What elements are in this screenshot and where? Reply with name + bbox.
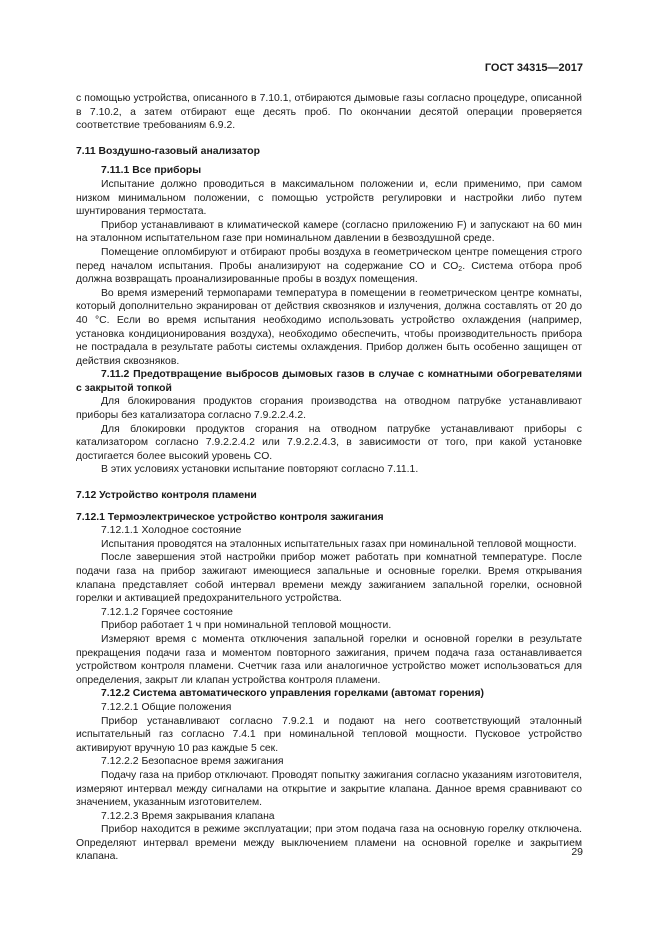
document-body <box>76 92 582 864</box>
subscript: 2 <box>458 265 463 273</box>
paragraph: Для блокирования продуктов сгорания производства на отводном патрубке устанавливают приборы без катализатора согласно 7.9.2.2.4.2. <box>76 396 582 422</box>
text-fragment: . Система отбора проб должна возвращать проанализированные пробы в воздух помещения. <box>76 260 582 286</box>
paragraph-intro: с помощью устройства, описанного в 7.10.1, отбираются дымовые газы согласно процедуре, описанной в 7.10.2, а затем отбирают еще десять проб. По окончании десятой операции проверяется соответствие требованиям 6.9.2. <box>76 93 582 132</box>
paragraph <box>76 246 582 287</box>
paragraph: Испытания проводятся на эталонных испытательных газах при номинальной тепловой мощности. <box>101 538 577 550</box>
paragraph: Испытание должно проводиться в максимальном положении и, если применимо, при самом низком минимальном положении, с помощью устройств регулировки и настройки либо путем шунтирования термостата. <box>76 178 582 218</box>
paragraph: Прибор работает 1 ч при номинальной тепловой мощности. <box>101 620 392 632</box>
section-heading-7-12: 7.12 Устройство контроля пламени <box>76 490 257 502</box>
paragraph: После завершения этой настройки прибор может работать при комнатной температуре. После подачи газа на прибор зажигают имеющиеся запальные и основные горелки. Время открывания клапана представляет собой интервал времени между зажиганием запальной горелки, основной горелки и активацией предохранительного устройства. <box>76 552 582 605</box>
paragraph: Прибор устанавливают согласно 7.9.2.1 и подают на него соответствующий эталонный испытательный газ согласно 7.4.1 при номинальной тепловой мощности. Пусковое устройство активируют вручную 10 раз каждые 5 сек. <box>76 715 582 754</box>
clause-heading-7-12-2-1: 7.12.2.1 Общие положения <box>101 701 232 713</box>
paragraph: Во время измерений термопарами температура в помещении в геометрическом центре комнаты, который дополнительно экранирован от действия сквозняков и излучения, должна составлять от 20 до 40 °С. Если во время испытания необходимо использовать устройство охлаждения (например, установка кондиционирования воздуха), необходимо обеспечить, чтобы производительность прибора не пострадала в результате работы системы охлаждения. Прибор должен быть особенно защищен от действия сквозняков. <box>76 287 582 367</box>
clause-heading-7-12-2-3: 7.12.2.3 Время закрывания клапана <box>101 810 275 822</box>
clause-heading-7-12-2-2: 7.12.2.2 Безопасное время зажигания <box>101 756 284 768</box>
paragraph: Измеряют время с момента отключения запальной горелки и основной горелки в результате прекращения подачи газа и моментом повторного зажигания, причем подача газа останавливается устройством контроля пламени. Счетчик газа или аналогичное устройство может использоваться для определения, закрыт ли клапан устройства контроля пламени. <box>76 633 582 686</box>
paragraph: Прибор устанавливают в климатической камере (согласно приложению F) и запускают на 60 мин на эталонном испытательном газе при номинальном давлении в безвоздушной среде. <box>76 219 582 245</box>
standard-header: ГОСТ 34315—2017 <box>484 62 583 74</box>
paragraph: Прибор находится в режиме эксплуатации; при этом подача газа на основную горелку отключена. Определяют интервал времени между выключением пламени на основной горелке и закрытием клапана. <box>76 824 582 863</box>
subsection-heading-7-11-2: 7.11.2 Предотвращение выбросов дымовых газов в случае с комнатными обогревателями с закрытой топкой <box>76 369 582 394</box>
clause-heading-7-12-1-2: 7.12.1.2 Горячее состояние <box>101 606 233 618</box>
subsection-heading-7-11-1: 7.11.1 Все приборы <box>101 165 202 177</box>
text-fragment: Помещение опломбируют и отбирают пробы воздуха в геометрическом центре помещения строго перед началом испытания. Пробы анализируют на содержание CO и CO <box>76 246 582 272</box>
paragraph: Подачу газа на прибор отключают. Проводят попытку зажигания согласно указаниям изготовителя, измеряют интервал между сигналами на открытие и закрытие клапана. Данное время сравнивают со значением, указанным изготовителем. <box>76 769 582 809</box>
clause-heading-7-12-1-1: 7.12.1.1 Холодное состояние <box>101 525 242 537</box>
subsection-heading-7-12-2: 7.12.2 Система автоматического управления горелками (автомат горения) <box>101 688 484 700</box>
page-number: 29 <box>571 846 583 858</box>
subsection-heading-7-12-1: 7.12.1 Термоэлектрическое устройство контроля зажигания <box>76 511 384 523</box>
paragraph: В этих условиях установки испытание повторяют согласно 7.11.1. <box>101 464 419 476</box>
section-heading-7-11: 7.11 Воздушно-газовый анализатор <box>76 145 260 157</box>
paragraph: Для блокировки продуктов сгорания на отводном патрубке устанавливают приборы с катализатором согласно 7.9.2.2.4.2 или 7.9.2.2.4.3, в зависимости от того, при какой установке достигается более высокий уровень CO. <box>76 423 582 462</box>
